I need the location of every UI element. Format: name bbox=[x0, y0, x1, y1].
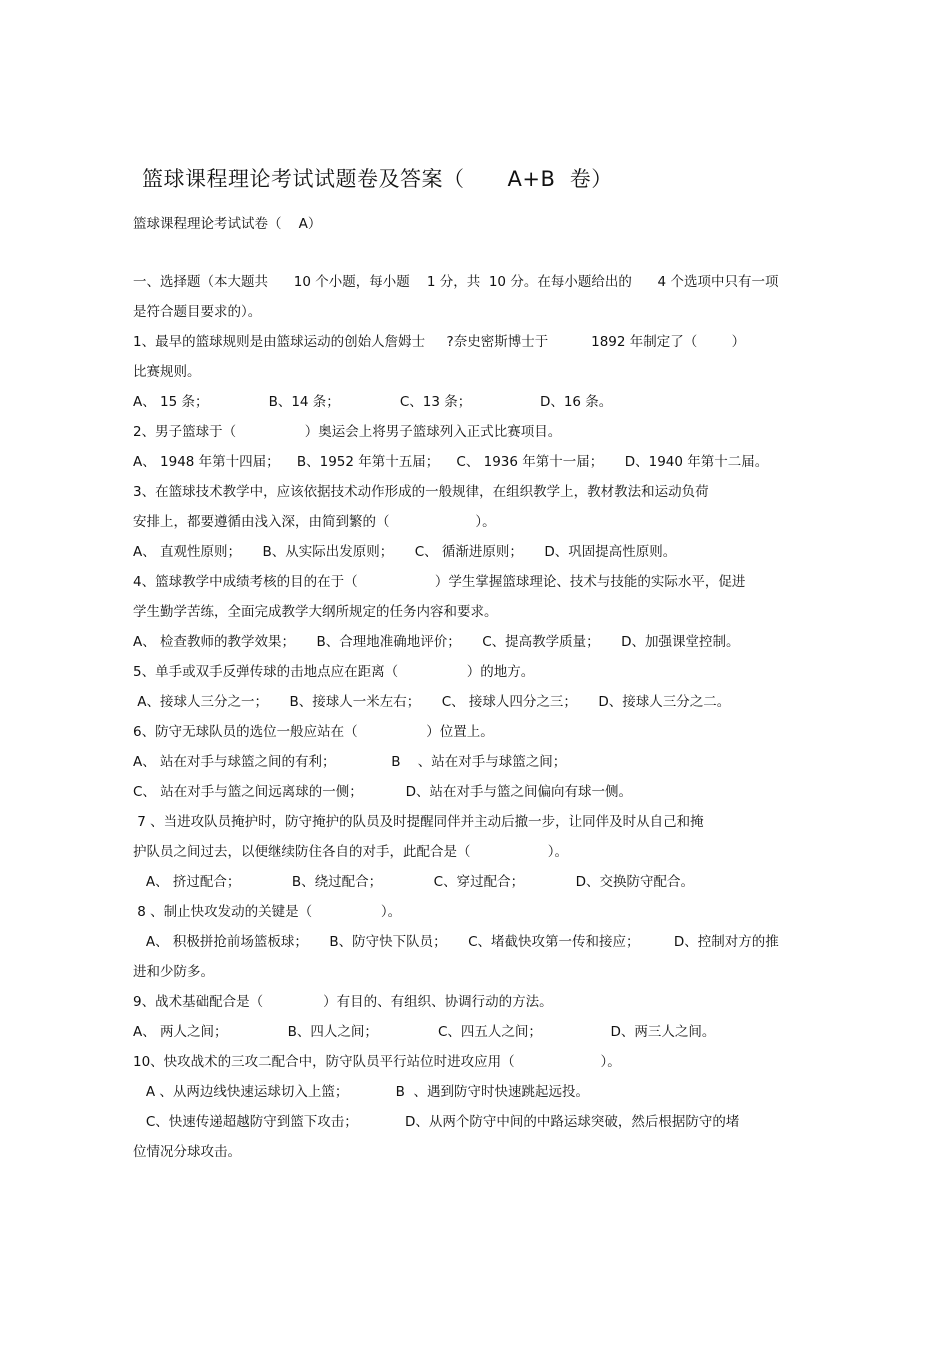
text-line: 10、快攻战术的三攻二配合中，防守队员平行站位时进攻应用（ ）。 bbox=[133, 1054, 621, 1070]
text-line: A 、从两边线快速运球切入上篮； B 、遇到防守时快速跳起远投。 bbox=[133, 1084, 589, 1100]
text-line: A、 15 条； B、14 条； C、13 条； D、16 条。 bbox=[133, 394, 613, 410]
document-subtitle: 篮球课程理论考试试卷（ A） bbox=[133, 216, 322, 232]
text-line: 4、篮球教学中成绩考核的目的在于（ ）学生掌握篮球理论、技术与技能的实际水平，促进 bbox=[133, 574, 746, 590]
text-line: A、 检查教师的教学效果； B、合理地准确地评价； C、提高教学质量； D、加强课堂控制。 bbox=[133, 634, 740, 650]
text-line: 一、选择题（本大题共 10 个小题，每小题 1 分，共 10 分。在每小题给出的 4 个选项中只有一项 bbox=[133, 274, 779, 290]
text-line: A、 直观性原则； B、从实际出发原则； C、 循渐进原则； D、巩固提高性原则。 bbox=[133, 544, 677, 560]
text-line: C、快速传递超越防守到篮下攻击； D、从两个防守中间的中路运球突破，然后根据防守的堵 bbox=[133, 1114, 740, 1130]
text-line: A、 站在对手与球篮之间的有利； B 、站在对手与球篮之间； bbox=[133, 754, 567, 770]
text-line: A、 1948 年第十四届； B、1952 年第十五届； C、 1936 年第十一届； D、1940 年第十二届。 bbox=[133, 454, 769, 470]
text-line: A、 挤过配合； B、绕过配合； C、穿过配合； D、交换防守配合。 bbox=[133, 874, 694, 890]
text-line: 6、防守无球队员的选位一般应站在（ ）位置上。 bbox=[133, 724, 494, 740]
text-line: C、 站在对手与篮之间远离球的一侧； D、站在对手与篮之间偏向有球一侧。 bbox=[133, 784, 633, 800]
text-line: 安排上，都要遵循由浅入深，由简到繁的（ ）。 bbox=[133, 514, 496, 530]
text-line: 学生勤学苦练，全面完成教学大纲所规定的任务内容和要求。 bbox=[133, 604, 498, 620]
text-line: 3、在篮球技术教学中，应该依据技术动作形成的一般规律，在组织教学上，教材教法和运动负荷 bbox=[133, 484, 709, 500]
document-title: 篮球课程理论考试试题卷及答案（ A+B 卷） bbox=[142, 167, 613, 191]
text-line: 比赛规则。 bbox=[133, 364, 201, 380]
text-line: 位情况分球攻击。 bbox=[133, 1144, 241, 1160]
text-line: 8 、制止快攻发动的关键是（ ）。 bbox=[133, 904, 402, 920]
text-line: 2、男子篮球于（ ）奥运会上将男子篮球列入正式比赛项目。 bbox=[133, 424, 562, 440]
text-line: 9、战术基础配合是（ ）有目的、有组织、协调行动的方法。 bbox=[133, 994, 553, 1010]
text-line: 是符合题目要求的）。 bbox=[133, 304, 262, 320]
text-line: A、接球人三分之一； B、接球人一米左右； C、 接球人四分之三； D、接球人三分之二。 bbox=[133, 694, 731, 710]
text-line: 5、单手或双手反弹传球的击地点应在距离（ ）的地方。 bbox=[133, 664, 535, 680]
text-line: A、 两人之间； B、四人之间； C、四五人之间； D、两三人之间。 bbox=[133, 1024, 716, 1040]
text-line: 1、最早的篮球规则是由篮球运动的创始人詹姆士 ?奈史密斯博士于 1892 年制定了（ ） bbox=[133, 334, 746, 350]
text-line: 7 、当进攻队员掩护时，防守掩护的队员及时提醒同伴并主动后撤一步，让同伴及时从自己和掩 bbox=[133, 814, 704, 830]
text-line: 进和少防多。 bbox=[133, 964, 214, 980]
text-line: A、 积极拼抢前场篮板球； B、防守快下队员； C、堵截快攻第一传和接应； D、控制对方的推 bbox=[133, 934, 779, 950]
text-line: 护队员之间过去，以便继续防住各自的对手，此配合是（ ）。 bbox=[133, 844, 568, 860]
